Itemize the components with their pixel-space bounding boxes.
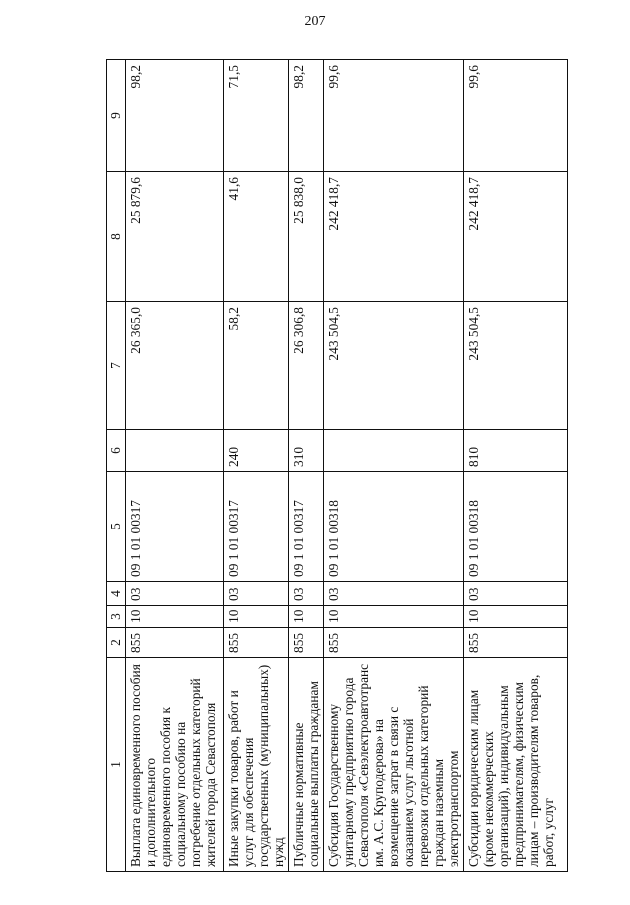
cell-col9: 98,2 [289, 60, 324, 172]
budget-table [106, 59, 568, 872]
header-cell: 5 [107, 472, 126, 582]
header-row [107, 60, 126, 872]
table-row [464, 60, 568, 872]
cell-col2: 855 [224, 628, 289, 658]
cell-col2: 855 [464, 628, 568, 658]
cell-col5: 09 1 01 00317 [126, 472, 224, 582]
header-cell: 3 [107, 606, 126, 628]
cell-col6 [324, 430, 464, 472]
cell-col8: 25 879,6 [126, 172, 224, 302]
table-row [289, 60, 324, 872]
cell-col7: 26 306,8 [289, 302, 324, 430]
header-cell: 4 [107, 582, 126, 606]
table-row [324, 60, 464, 872]
cell-col4: 03 [464, 582, 568, 606]
header-cell: 2 [107, 628, 126, 658]
cell-col7: 243 504,5 [324, 302, 464, 430]
row-description: Субсидия Государственному унитарному предприятию города Севастополя «Севэлектроавтотранс им. А.С. Круподерова» на возмещение затрат в связи с оказанием услуг льготной перевозки отдельных категорий граждан наземным электротранспортом [324, 658, 464, 872]
cell-col8: 242 418,7 [324, 172, 464, 302]
cell-col2: 855 [126, 628, 224, 658]
cell-col5: 09 1 01 00317 [289, 472, 324, 582]
cell-col9: 98,2 [126, 60, 224, 172]
cell-col6: 240 [224, 430, 289, 472]
cell-col7: 243 504,5 [464, 302, 568, 430]
header-cell: 7 [107, 302, 126, 430]
cell-col9: 99,6 [324, 60, 464, 172]
row-description: Выплата единовременного пособия и дополнительного единовременного пособия к социальному пособию на погребение отдельных категорий жителей города Севастополя [126, 658, 224, 872]
rotated-table-container [106, 60, 556, 872]
cell-col7: 26 365,0 [126, 302, 224, 430]
cell-col3: 10 [464, 606, 568, 628]
cell-col6: 810 [464, 430, 568, 472]
cell-col4: 03 [324, 582, 464, 606]
cell-col4: 03 [126, 582, 224, 606]
page-number: 207 [304, 14, 326, 29]
cell-col4: 03 [289, 582, 324, 606]
cell-col2: 855 [289, 628, 324, 658]
cell-col7: 58,2 [224, 302, 289, 430]
table-row [224, 60, 289, 872]
cell-col6 [126, 430, 224, 472]
row-description: Субсидии юридическим лицам (кроме некоммерческих организаций), индивидуальным предпринимателям, физическим лицам – производителям товаров, работ, услуг [464, 658, 568, 872]
header-cell: 9 [107, 60, 126, 172]
header-cell: 1 [107, 658, 126, 872]
cell-col9: 71,5 [224, 60, 289, 172]
cell-col3: 10 [289, 606, 324, 628]
cell-col6: 310 [289, 430, 324, 472]
cell-col3: 10 [224, 606, 289, 628]
cell-col5: 09 1 01 00318 [464, 472, 568, 582]
cell-col2: 855 [324, 628, 464, 658]
cell-col3: 10 [126, 606, 224, 628]
cell-col5: 09 1 01 00318 [324, 472, 464, 582]
cell-col9: 99,6 [464, 60, 568, 172]
cell-col8: 25 838,0 [289, 172, 324, 302]
row-description: Публичные нормативные социальные выплаты гражданам [289, 658, 324, 872]
table-row [126, 60, 224, 872]
cell-col8: 41,6 [224, 172, 289, 302]
cell-col3: 10 [324, 606, 464, 628]
cell-col4: 03 [224, 582, 289, 606]
row-description: Иные закупки товаров, работ и услуг для обеспечения государственных (муниципальных) нужд [224, 658, 289, 872]
header-cell: 6 [107, 430, 126, 472]
cell-col8: 242 418,7 [464, 172, 568, 302]
header-cell: 8 [107, 172, 126, 302]
cell-col5: 09 1 01 00317 [224, 472, 289, 582]
